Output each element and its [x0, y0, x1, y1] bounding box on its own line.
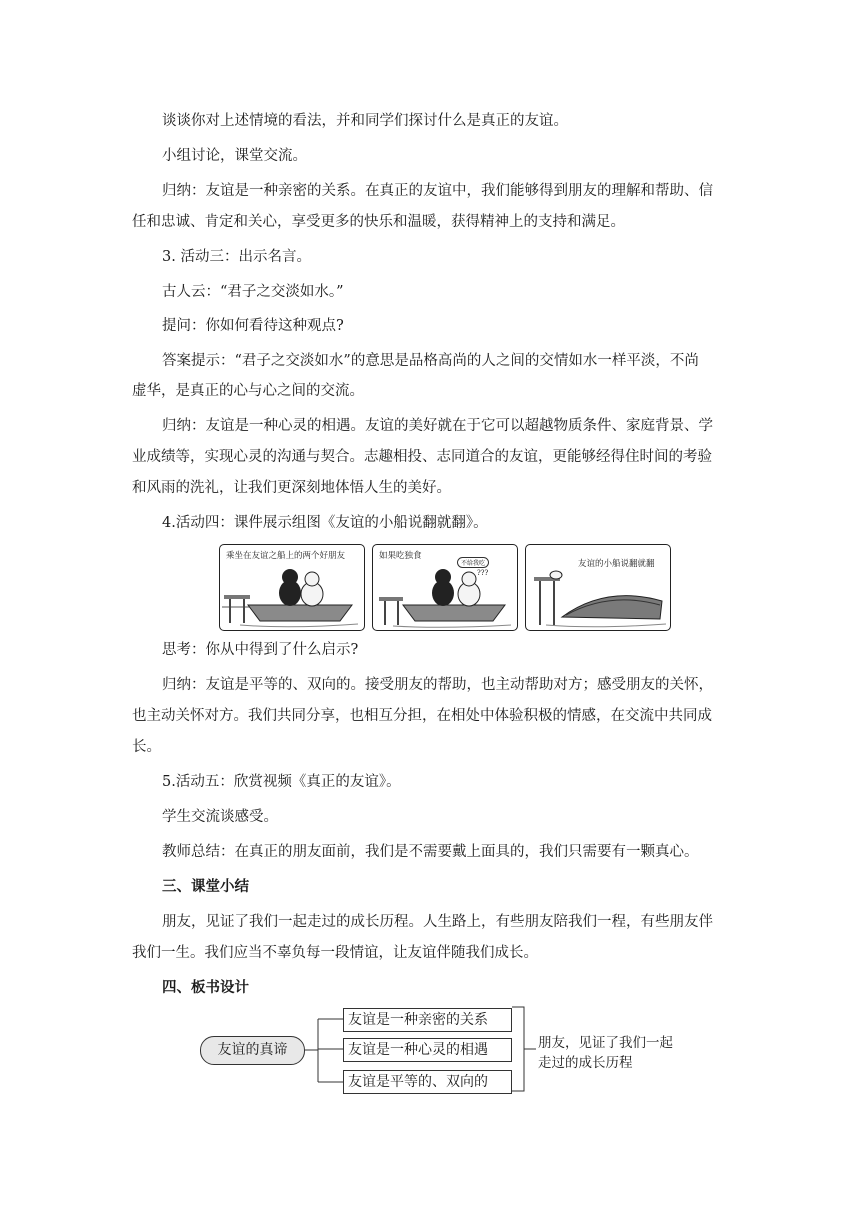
- paragraph: 朋友，见证了我们一起走过的成长历程。人生路上，有些朋友陪我们一程，有些朋友伴: [162, 914, 713, 930]
- activity-five-heading: 5.活动五：欣赏视频《真正的友谊》。: [162, 774, 401, 790]
- side-note-line: 走过的成长历程: [538, 1055, 633, 1071]
- speech-bubble: 不给我吃: [457, 557, 489, 568]
- board-side-note: [538, 1033, 708, 1073]
- comic-strip: [219, 544, 671, 631]
- paragraph: 归纳：友谊是一种亲密的关系。在真正的友谊中，我们能够得到朋友的理解和帮助、信: [162, 183, 713, 199]
- comic-panel-1: [219, 544, 365, 631]
- board-design-diagram: [200, 1003, 720, 1098]
- boat-eating-alone-illustration: [373, 545, 517, 630]
- board-root-node: 友谊的真谛: [200, 1036, 305, 1065]
- board-branch-node: 友谊是一种心灵的相遇: [343, 1038, 512, 1062]
- question-marks: ???: [477, 569, 489, 577]
- comic-caption: 乘坐在友谊之船上的两个好朋友: [226, 551, 346, 561]
- comic-panel-3: [525, 544, 671, 631]
- paragraph-continuation: 和风雨的洗礼，让我们更深刻地体悟人生的美好。: [132, 480, 451, 496]
- section-heading-board-design: 四、板书设计: [162, 980, 249, 996]
- paragraph: 提问：你如何看待这种观点?: [162, 318, 344, 334]
- boat-two-friends-illustration: [220, 545, 364, 630]
- comic-panel-2: [372, 544, 518, 631]
- paragraph-continuation: 长。: [132, 739, 161, 755]
- paragraph-continuation: 虚华，是真正的心与心之间的交流。: [132, 383, 364, 399]
- paragraph: 归纳：友谊是平等的、双向的。接受朋友的帮助，也主动帮助对方；感受朋友的关怀，: [162, 677, 713, 693]
- section-heading-summary: 三、课堂小结: [162, 879, 249, 895]
- comic-caption: 如果吃独食: [379, 551, 422, 561]
- activity-four-heading: 4.活动四：课件展示组图《友谊的小船说翻就翻》。: [162, 515, 488, 531]
- paragraph: 答案提示：“君子之交淡如水”的意思是品格高尚的人之间的交情如水一样平淡，不尚: [162, 353, 699, 369]
- paragraph-continuation: 业成绩等，实现心灵的沟通与契合。志趣相投、志同道合的友谊，更能够经得住时间的考验: [132, 449, 712, 465]
- paragraph: 小组讨论，课堂交流。: [162, 148, 307, 164]
- paragraph: 思考：你从中得到了什么启示?: [162, 642, 359, 658]
- activity-three-heading: 3. 活动三：出示名言。: [162, 249, 311, 265]
- board-branch-node: 友谊是平等的、双向的: [343, 1070, 512, 1094]
- paragraph-continuation: 任和忠诚、肯定和关心，享受更多的快乐和温暖，获得精神上的支持和满足。: [132, 214, 625, 230]
- paragraph: 古人云：“君子之交淡如水。”: [162, 284, 344, 300]
- comic-caption: 友谊的小船说翻就翻: [578, 559, 655, 569]
- side-note-line: 朋友，见证了我们一起: [538, 1035, 673, 1051]
- paragraph: 教师总结：在真正的朋友面前，我们是不需要戴上面具的，我们只需要有一颗真心。: [162, 844, 699, 860]
- capsized-boat-illustration: [526, 545, 670, 630]
- paragraph-continuation: 我们一生。我们应当不辜负每一段情谊，让友谊伴随我们成长。: [132, 945, 538, 961]
- paragraph: 谈谈你对上述情境的看法，并和同学们探讨什么是真正的友谊。: [162, 113, 568, 129]
- paragraph: 学生交流谈感受。: [162, 809, 278, 825]
- paragraph: 归纳：友谊是一种心灵的相遇。友谊的美好就在于它可以超越物质条件、家庭背景、学: [162, 418, 713, 434]
- board-branch-node: 友谊是一种亲密的关系: [343, 1008, 512, 1032]
- right-bracket: [510, 1003, 540, 1098]
- paragraph-continuation: 也主动关怀对方。我们共同分享，也相互分担，在相处中体验积极的情感，在交流中共同成: [132, 708, 712, 724]
